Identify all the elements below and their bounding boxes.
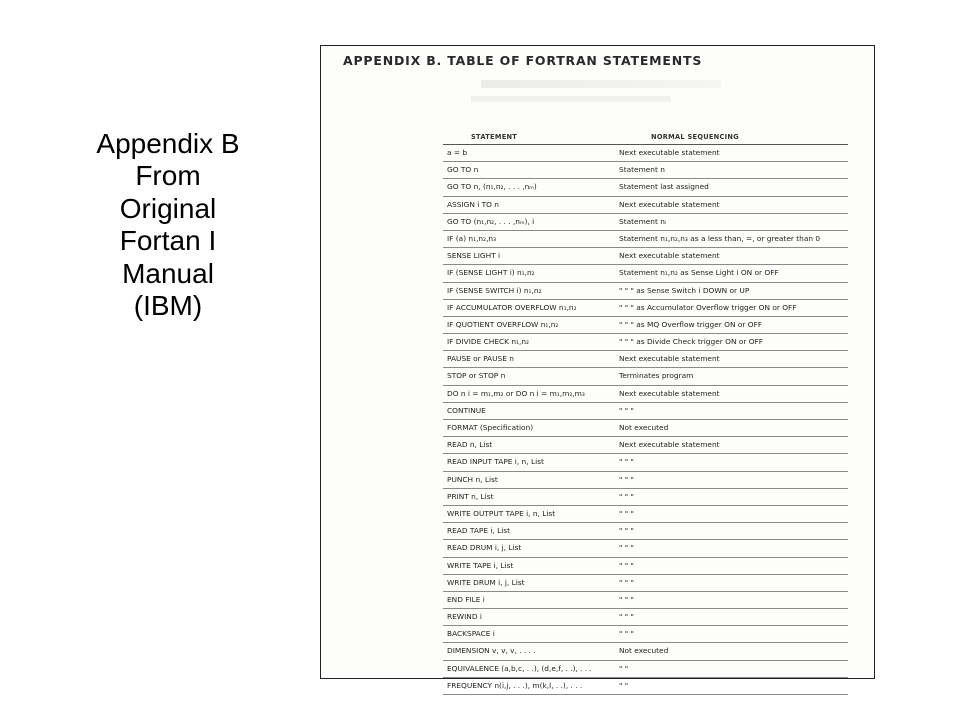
table-row <box>443 626 848 643</box>
table-row <box>443 678 848 695</box>
sequencing-cell: " " " <box>619 526 634 536</box>
table-row <box>443 317 848 334</box>
caption-line: Original <box>119 192 217 224</box>
statement-cell: PRINT n, List <box>447 491 494 501</box>
statement-cell: IF DIVIDE CHECK n₁,n₂ <box>447 337 529 347</box>
sequencing-cell: " " " <box>619 508 634 518</box>
sequencing-cell: " " <box>619 680 629 690</box>
statement-cell: IF ACCUMULATOR OVERFLOW n₁,n₂ <box>447 302 577 312</box>
table-row <box>443 420 848 437</box>
table-row <box>443 368 848 385</box>
table-row <box>443 454 848 471</box>
statement-cell: WRITE TAPE i, List <box>447 560 514 570</box>
table-row <box>443 592 848 609</box>
sequencing-cell: " " " <box>619 405 634 415</box>
table-body <box>443 145 848 695</box>
caption-line: Manual <box>122 257 214 289</box>
table-row <box>443 248 848 265</box>
table-header <box>443 126 848 145</box>
statement-cell: READ TAPE i, List <box>447 526 511 536</box>
sequencing-cell: Statement last assigned <box>619 182 709 192</box>
sequencing-cell: " " " <box>619 612 634 622</box>
caption-line: (IBM) <box>133 290 203 322</box>
sequencing-cell: " " " as MQ Overflow trigger ON or OFF <box>619 319 763 329</box>
statement-cell: REWIND i <box>447 612 482 622</box>
statement-cell: ASSIGN i TO n <box>447 199 499 209</box>
table-row <box>443 214 848 231</box>
sequencing-cell: " " " <box>619 629 634 639</box>
statement-cell: WRITE OUTPUT TAPE i, n, List <box>447 508 556 518</box>
caption-line: From <box>135 160 201 192</box>
table-row <box>443 558 848 575</box>
table-row <box>443 437 848 454</box>
column-header-statement: STATEMENT <box>471 133 518 141</box>
sequencing-cell: " " " <box>619 474 634 484</box>
sequencing-cell: Statement n <box>619 165 665 175</box>
statement-cell: READ INPUT TAPE i, n, List <box>447 457 544 467</box>
statement-cell: FREQUENCY n(i,j, . . .), m(k,l, . .), . . . <box>447 680 583 690</box>
statement-cell: IF (a) n₁,n₂,n₃ <box>447 233 497 243</box>
sequencing-cell: " " " <box>619 491 634 501</box>
statement-cell: END FILE i <box>447 594 485 604</box>
table-row <box>443 283 848 300</box>
sequencing-cell: Not executed <box>619 646 669 656</box>
statement-cell: BACKSPACE i <box>447 629 495 639</box>
table-row <box>443 145 848 162</box>
statement-cell: IF (SENSE LIGHT i) n₁,n₂ <box>447 268 535 278</box>
appendix-heading: APPENDIX B. TABLE OF FORTRAN STATEMENTS <box>343 53 703 68</box>
table-row <box>443 231 848 248</box>
sequencing-cell: Terminates program <box>619 371 694 381</box>
statement-cell: SENSE LIGHT i <box>447 251 501 261</box>
statement-cell: IF QUOTIENT OVERFLOW n₁,n₂ <box>447 319 559 329</box>
table-row <box>443 489 848 506</box>
sequencing-cell: Next executable statement <box>619 354 720 364</box>
statement-cell: DIMENSION v, v, v, . . . . <box>447 646 536 656</box>
statement-cell: GO TO n, (n₁,n₂, . . . ,nₘ) <box>447 182 537 192</box>
statement-cell: WRITE DRUM i, j, List <box>447 577 525 587</box>
fortran-statements-table <box>443 126 848 695</box>
sequencing-cell: Next executable statement <box>619 199 720 209</box>
table-row <box>443 334 848 351</box>
sequencing-cell: " " " <box>619 560 634 570</box>
sequencing-cell: " " " <box>619 577 634 587</box>
statement-cell: a = b <box>447 148 468 157</box>
table-row <box>443 472 848 489</box>
table-row <box>443 403 848 420</box>
caption-line: Appendix B <box>96 128 240 159</box>
table-row <box>443 300 848 317</box>
table-row <box>443 179 848 196</box>
table-row <box>443 265 848 282</box>
table-row <box>443 540 848 557</box>
sequencing-cell: Next executable statement <box>619 440 720 450</box>
table-row <box>443 351 848 368</box>
table-row <box>443 643 848 660</box>
table-row <box>443 609 848 626</box>
sequencing-cell: " " " as Sense Switch i DOWN or UP <box>619 285 750 295</box>
table-row <box>443 575 848 592</box>
table-row <box>443 661 848 678</box>
statement-cell: PUNCH n, List <box>447 474 498 484</box>
sequencing-cell: Next executable statement <box>619 251 720 261</box>
statement-cell: PAUSE or PAUSE n <box>447 354 514 364</box>
statement-cell: READ n, List <box>447 440 493 450</box>
statement-cell: GO TO n <box>447 165 479 175</box>
statement-cell: EQUIVALENCE (a,b,c, . .), (d,e,f, . .), . . . <box>447 663 592 673</box>
table-row <box>443 523 848 540</box>
statement-cell: CONTINUE <box>447 405 486 415</box>
slide-caption <box>60 128 276 322</box>
sequencing-cell: Next executable statement <box>619 388 720 398</box>
statement-cell: READ DRUM i, j, List <box>447 543 522 553</box>
statement-cell: FORMAT (Specification) <box>447 423 534 432</box>
table-row <box>443 197 848 214</box>
bleed-through-shadow <box>481 80 721 88</box>
sequencing-cell: Statement nᵢ <box>619 216 667 226</box>
statement-cell: IF (SENSE SWITCH i) n₁,n₂ <box>447 285 542 295</box>
sequencing-cell: " " <box>619 663 629 673</box>
sequencing-cell: Next executable statement <box>619 148 720 157</box>
sequencing-cell: " " " <box>619 457 634 467</box>
table-row <box>443 162 848 179</box>
sequencing-cell: Not executed <box>619 423 669 432</box>
sequencing-cell: Statement n₁,n₂ as Sense Light i ON or OFF <box>619 268 779 278</box>
sequencing-cell: " " " as Divide Check trigger ON or OFF <box>619 337 764 347</box>
bleed-through-shadow <box>471 96 671 102</box>
statement-cell: STOP or STOP n <box>447 371 506 381</box>
sequencing-cell: " " " <box>619 594 634 604</box>
table-row <box>443 506 848 523</box>
sequencing-cell: Statement n₁,n₂,n₃ as a less than, =, or greater than 0 <box>619 233 821 243</box>
caption-line: Fortan I <box>119 225 217 257</box>
statement-cell: GO TO (n₁,n₂, . . . ,nₘ), i <box>447 216 535 226</box>
statement-cell: DO n i = m₁,m₂ or DO n i = m₁,m₂,m₃ <box>447 388 585 398</box>
table-row <box>443 386 848 403</box>
sequencing-cell: " " " <box>619 543 634 553</box>
column-header-sequencing: NORMAL SEQUENCING <box>651 133 739 141</box>
sequencing-cell: " " " as Accumulator Overflow trigger ON or OFF <box>619 302 797 312</box>
scanned-manual-page <box>320 45 875 690</box>
